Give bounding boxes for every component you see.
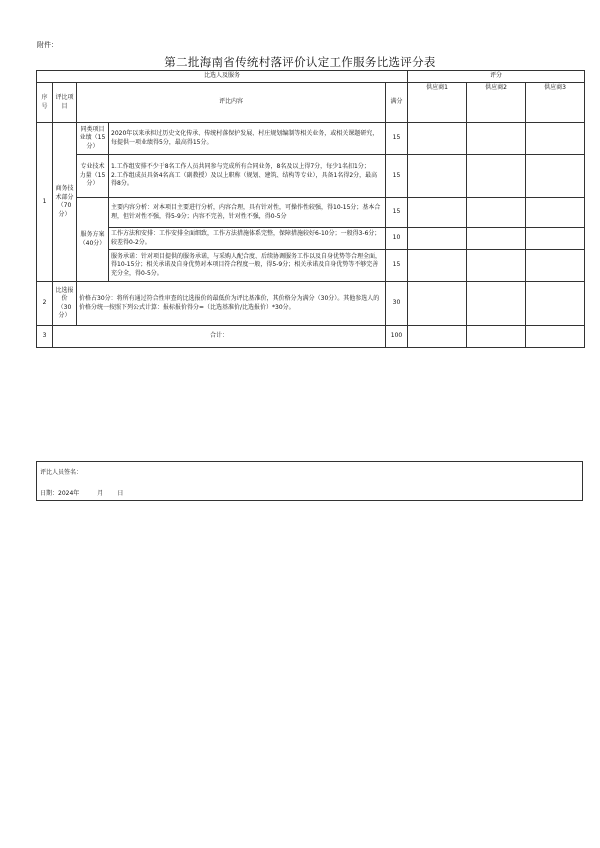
score-cell-supplier-2[interactable] <box>467 250 526 282</box>
header-supplier-1: 供应商1 <box>408 83 467 123</box>
header-item: 评比项目 <box>53 83 77 123</box>
row-content: 主要内容分析：对本项目主要进行分析，内容合理，具有针对性，可操作性较强，得10-15分；基本合理，但针对性不强，得5-9分；内容不完善，针对性不强，得0-5分 <box>109 198 386 228</box>
row-subitem: 专业技术力量（15分） <box>77 155 109 198</box>
score-cell-supplier-1[interactable] <box>408 282 467 326</box>
score-cell-supplier-1[interactable] <box>408 228 467 250</box>
reviewer-label: 评比人员签名： <box>40 469 83 476</box>
total-cell-supplier-1[interactable] <box>408 326 467 348</box>
date-day: 日 <box>117 490 124 497</box>
score-cell-supplier-3[interactable] <box>526 123 585 155</box>
table-row <box>37 282 585 326</box>
header-group-right: 评分 <box>408 71 585 83</box>
date-line[interactable] <box>40 488 123 497</box>
header-supplier-2: 供应商2 <box>467 83 526 123</box>
table-row <box>37 228 585 250</box>
score-cell-supplier-3[interactable] <box>526 155 585 198</box>
total-label: 合计： <box>53 326 386 348</box>
score-cell-supplier-2[interactable] <box>467 155 526 198</box>
reviewer-signature-line[interactable] <box>40 467 82 476</box>
date-month: 月 <box>97 490 104 497</box>
header-supplier-3: 供应商3 <box>526 83 585 123</box>
total-cell-supplier-3[interactable] <box>526 326 585 348</box>
score-cell-supplier-1[interactable] <box>408 123 467 155</box>
row-content: 服务承诺：针对项目提供的服务承诺，与采购人配合度、后续协调服务工作以及自身优势等合理全面，得10-15分；相关承诺及自身优势对本项目符合程度一般，得5-9分；相关承诺及自身优势等不够完善充分全，得0-5分。 <box>109 250 386 282</box>
row-score: 15 <box>386 250 408 282</box>
total-score: 100 <box>386 326 408 348</box>
page-title: 第二批海南省传统村落评价认定工作服务比选评分表 <box>164 55 436 69</box>
score-cell-supplier-2[interactable] <box>467 282 526 326</box>
row-content: 价格占30分：将所有通过符合性审查的比选报价的最低价为评比基准价，其价格分为满分（30分）。其他参选人的价格分统一按照下列公式计算：报标报价得分=（比选基准价/比选报价）*30分。 <box>77 282 386 326</box>
row-content: 1.工作组安排不少于8名工作人员共同参与完成所有合同业务，8名及以上得7分，每少1名扣1分； 2.工作组成员具备4名高工（副教授）及以上职称（规划、建筑、结构等专业），具备1名得2分，最高得8分。 <box>109 155 386 198</box>
header-full-score: 满分 <box>386 83 408 123</box>
row-category: 比选报价（30分） <box>53 282 77 326</box>
score-cell-supplier-3[interactable] <box>526 228 585 250</box>
attachment-label: 附件： <box>37 41 58 49</box>
date-label: 日期： <box>40 490 59 497</box>
total-row <box>37 326 585 348</box>
header-group-row <box>37 71 585 83</box>
header-content: 评比内容 <box>77 83 386 123</box>
row-category: 商务技术部分（70分） <box>53 123 77 282</box>
row-subitem: 同类项目业绩（15分） <box>77 123 109 155</box>
row-content: 工作方法和安排：工作安排全面细致，工作方法措施体系完整，保障措施较好6-10分；一般得3-6分；较差得0-2分。 <box>109 228 386 250</box>
row-subitem: 服务方案（40分） <box>77 198 109 282</box>
row-seq: 3 <box>37 326 53 348</box>
score-cell-supplier-3[interactable] <box>526 198 585 228</box>
row-score: 10 <box>386 228 408 250</box>
row-score: 15 <box>386 155 408 198</box>
header-row <box>37 83 585 123</box>
date-year: 2024年 <box>58 490 80 497</box>
score-cell-supplier-3[interactable] <box>526 250 585 282</box>
row-content: 2020年以来承担过历史文化传承、传统村落保护发展、村庄规划编制等相关业务，或相关课题研究，每提供一项业绩得5分，最高得15分。 <box>109 123 386 155</box>
score-cell-supplier-1[interactable] <box>408 198 467 228</box>
signature-box <box>36 461 583 501</box>
score-cell-supplier-2[interactable] <box>467 123 526 155</box>
header-seq: 序号 <box>37 83 53 123</box>
header-group-left: 比选人及服务 <box>37 71 408 83</box>
row-score: 15 <box>386 198 408 228</box>
table-row <box>37 155 585 198</box>
table-row <box>37 250 585 282</box>
score-cell-supplier-1[interactable] <box>408 250 467 282</box>
row-seq: 1 <box>37 123 53 282</box>
table-row <box>37 198 585 228</box>
table-row <box>37 123 585 155</box>
score-cell-supplier-3[interactable] <box>526 282 585 326</box>
total-cell-supplier-2[interactable] <box>467 326 526 348</box>
row-score: 30 <box>386 282 408 326</box>
score-cell-supplier-1[interactable] <box>408 155 467 198</box>
score-cell-supplier-2[interactable] <box>467 228 526 250</box>
row-score: 15 <box>386 123 408 155</box>
scoring-table <box>36 70 585 348</box>
score-cell-supplier-2[interactable] <box>467 198 526 228</box>
row-seq: 2 <box>37 282 53 326</box>
